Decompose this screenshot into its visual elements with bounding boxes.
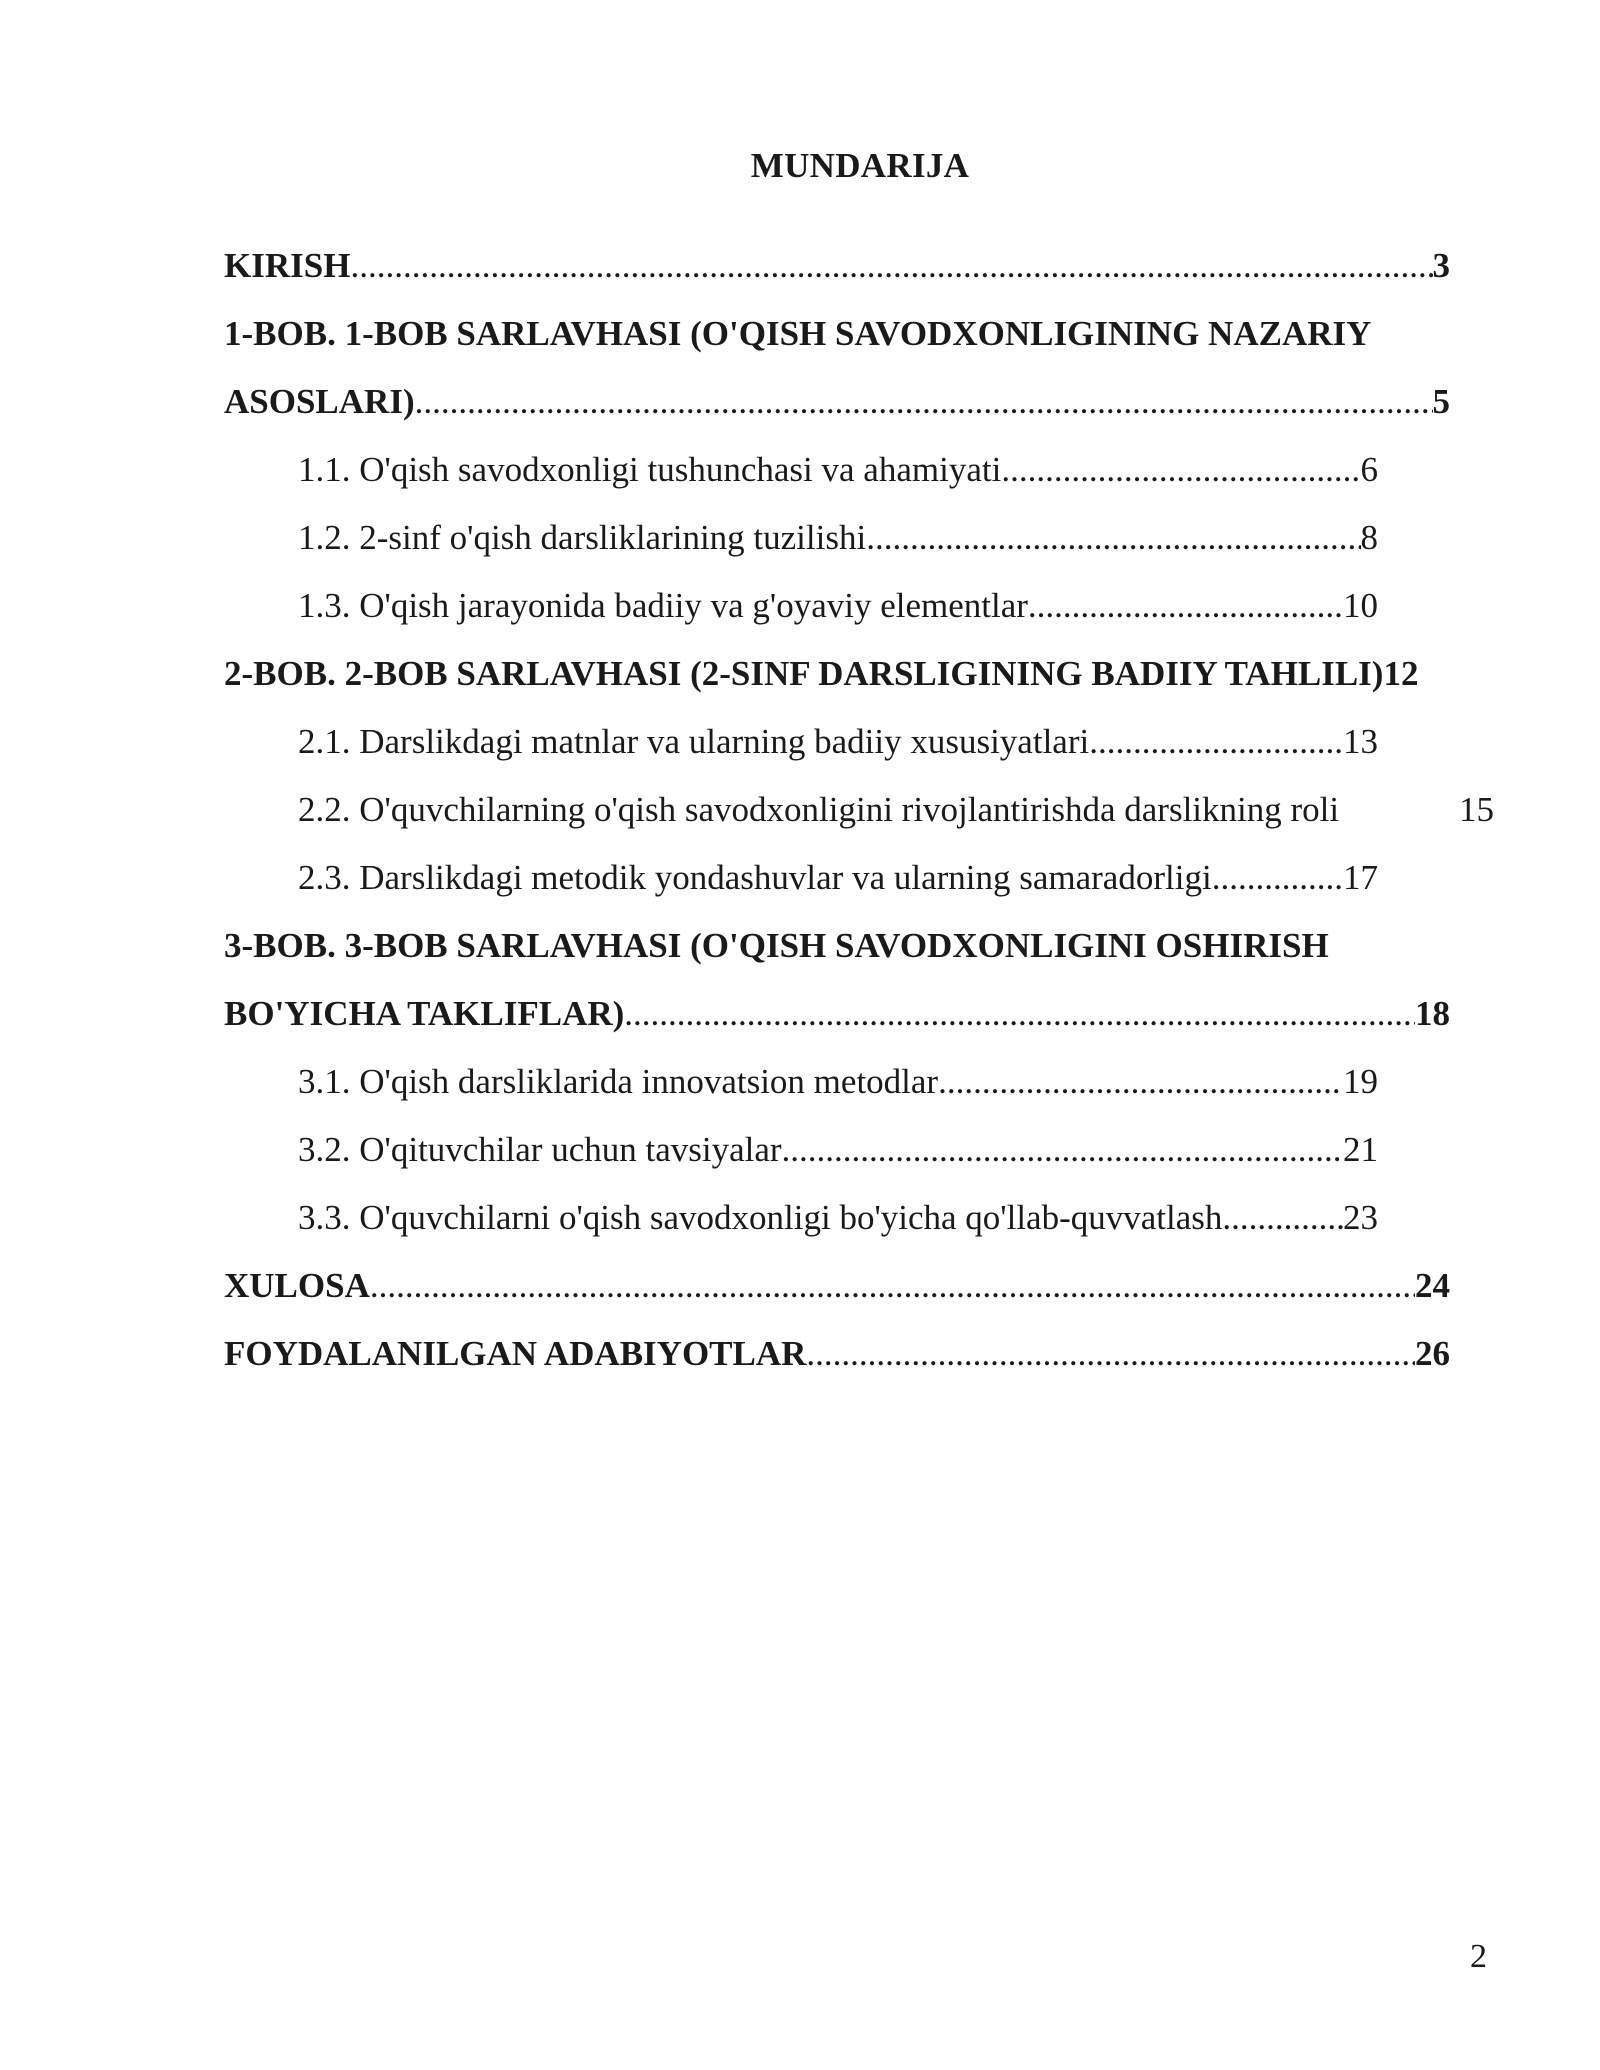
toc-entry-text: 3.1. O'qish darsliklarida innovatsion metodlar [298,1062,939,1101]
dot-leader [1001,436,1360,504]
toc-entry-text: 1-BOB. 1-BOB SARLAVHASI (O'QISH SAVODXONLIGINING NAZARIY [224,314,1372,353]
toc-entry-page: 18 [1415,994,1450,1033]
toc-entry-text: 2.3. Darslikdagi metodik yondashuvlar va ularning samaradorligi [298,858,1212,897]
dot-leader [415,368,1433,436]
toc-entry-section-1-1[interactable] [298,436,1378,504]
toc-entry-section-3-1[interactable] [298,1048,1378,1116]
toc-entry-text: 1.2. 2-sinf o'qish darsliklarining tuzilishi [298,518,867,557]
dot-leader [370,1252,1415,1320]
toc-entry-text: 3.3. O'quvchilarni o'qish savodxonligi bo'yicha qo'llab-quvvatlash [298,1198,1223,1237]
toc-entry-chapter-1-cont[interactable] [224,368,1450,436]
toc-entry-text: 2.2. O'quvchilarning o'qish savodxonligini rivojlantirishda darslikning roli [298,790,1340,829]
toc-entry-section-1-3[interactable] [298,572,1378,640]
toc-entry-page: 24 [1415,1266,1450,1305]
toc-entry-text: 2.1. Darslikdagi matnlar va ularning badiiy xususiyatlari [298,722,1090,761]
dot-leader [1028,572,1343,640]
toc-entry-text: 3.2. O'qituvchilar uchun tavsiyalar [298,1130,782,1169]
dot-leader [866,504,1360,572]
toc-entry-page: 13 [1343,722,1378,761]
toc-entry-text-cont: ASOSLARI) [224,382,415,421]
toc-entry-text-cont: BO'YICHA TAKLIFLAR) [224,994,625,1033]
toc-entry-page: 10 [1343,586,1378,625]
toc-entry-text: 3-BOB. 3-BOB SARLAVHASI (O'QISH SAVODXONLIGINI OSHIRISH [224,926,1329,965]
toc-entry-text: 2-BOB. 2-BOB SARLAVHASI (2-SINF DARSLIGINING BADIIY TAHLILI) [224,654,1384,693]
dot-leader [1212,844,1343,912]
toc-entry-page: 3 [1432,246,1450,285]
toc-entry-xulosa[interactable] [224,1252,1450,1320]
toc-entry-page: 19 [1343,1062,1378,1101]
dot-leader [350,232,1432,300]
toc-entry-section-2-2[interactable] [298,776,1494,844]
toc-entry-chapter-3-cont[interactable] [224,980,1450,1048]
toc-entry-page: 21 [1343,1130,1378,1169]
table-of-contents [224,232,1494,1388]
toc-entry-chapter-1[interactable] [224,300,1494,368]
toc-entry-page: 12 [1383,654,1419,693]
dot-leader [938,1048,1343,1116]
toc-entry-section-2-1[interactable] [298,708,1378,776]
toc-entry-chapter-3[interactable] [224,912,1494,980]
page-number: 2 [1470,1938,1487,1975]
dot-leader [1222,1184,1343,1252]
toc-entry-page: 15 [1459,790,1494,829]
toc-entry-text: XULOSA [224,1266,370,1305]
toc-entry-adabiyotlar[interactable] [224,1320,1450,1388]
toc-title: MUNDARIJA [750,146,970,185]
toc-entry-chapter-2[interactable] [224,640,1494,708]
toc-entry-section-1-2[interactable] [298,504,1378,572]
toc-entry-section-2-3[interactable] [298,844,1378,912]
toc-entry-kirish[interactable] [224,232,1450,300]
toc-entry-text: 1.1. O'qish savodxonligi tushunchasi va ahamiyati [298,450,1002,489]
dot-leader [782,1116,1343,1184]
toc-entry-text: 1.3. O'qish jarayonida badiiy va g'oyaviy elementlar [298,586,1028,625]
toc-entry-page: 5 [1432,382,1450,421]
dot-leader [624,980,1415,1048]
toc-entry-page: 17 [1343,858,1378,897]
toc-entry-page: 26 [1415,1334,1450,1373]
dot-leader [1089,708,1343,776]
dot-leader [806,1320,1415,1388]
toc-entry-page: 8 [1360,518,1378,557]
toc-entry-text: KIRISH [224,246,351,285]
toc-entry-page: 23 [1343,1198,1378,1237]
toc-entry-section-3-2[interactable] [298,1116,1378,1184]
toc-entry-section-3-3[interactable] [298,1184,1378,1252]
toc-entry-page: 6 [1360,450,1378,489]
toc-entry-text: FOYDALANILGAN ADABIYOTLAR [224,1334,807,1373]
